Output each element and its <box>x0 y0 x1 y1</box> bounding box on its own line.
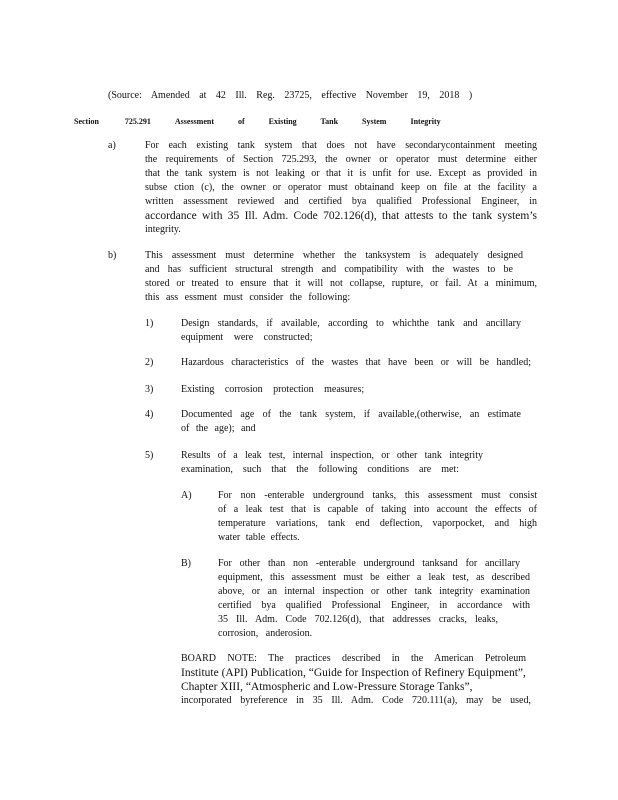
sub-a-label: A) <box>181 490 192 501</box>
para-a-line-4: subse ction (c), the owner or operator must obtainand keep on file at the facility a <box>145 182 537 193</box>
sub-a-line-2: of a leak test that is capable of taking into account the effects of <box>218 504 537 515</box>
sub-b-line-6: corrosion, anderosion. <box>218 628 313 639</box>
para-b-line-2: and has sufficient structural strength and compatibility with the wastes to be <box>145 264 513 275</box>
board-note-line-4: incorporated byreference in 35 Ill. Adm. Code 720.111(a), may be used, <box>181 695 531 706</box>
board-note-line-2: Institute (API) Publication, “Guide for Inspection of Refinery Equipment”, <box>181 667 526 679</box>
sub-a-line-1: For non -enterable underground tanks, this assessment must consist <box>218 490 537 501</box>
para-a-line-3: that the tank system is not leaking or that it is unfit for use. Except as provided in <box>145 168 537 179</box>
item-1-line-1: Design standards, if available, according to whichthe tank and ancillary <box>181 318 521 329</box>
board-note-line-1: BOARD NOTE: The practices described in the American Petroleum <box>181 653 526 664</box>
item-4-label: 4) <box>145 409 154 420</box>
sub-b-line-5: 35 Ill. Adm. Code 702.126(d), that addresses cracks, leaks, <box>218 614 498 625</box>
para-a-line-2: the requirements of Section 725.293, the owner or operator must determine either <box>145 154 537 165</box>
item-1-line-2: equipment were constructed; <box>181 332 313 343</box>
sub-b-line-1: For other than non -enterable underground tanksand for ancillary <box>218 558 520 569</box>
sub-b-line-4: certified bya qualified Professional Engineer, in accordance with <box>218 600 530 611</box>
section-heading <box>74 116 441 128</box>
para-a-line-7: integrity. <box>145 224 181 235</box>
para-a-line-5: written assessment reviewed and certified bya qualified Professional Engineer, in <box>145 196 537 207</box>
para-b-line-4: this ass essment must consider the following: <box>145 292 351 303</box>
item-5-line-1: Results of a leak test, internal inspection, or other tank integrity <box>181 450 483 461</box>
para-b-line-3: stored or treated to ensure that it will not collapse, rupture, or fail. At a minimum, <box>145 278 537 289</box>
sub-b-label: B) <box>181 558 191 569</box>
item-5-label: 5) <box>145 450 154 461</box>
board-note-line-3: Chapter XIII, “Atmospheric and Low-Pressure Storage Tanks”, <box>181 681 473 693</box>
sub-a-line-3: temperature variations, tank end deflection, vaporpocket, and high <box>218 518 537 529</box>
para-b-line-1: This assessment must determine whether the tanksystem is adequately designed <box>145 250 523 261</box>
sub-a-line-4: water table effects. <box>218 532 300 543</box>
section-number: 725.291 <box>124 117 151 126</box>
sub-b-line-2: equipment, this assessment must be either a leak test, as described <box>218 572 530 583</box>
item-2-line-1: Hazardous characteristics of the wastes that have been or will be handled; <box>181 357 531 368</box>
para-a-line-1: For each existing tank system that does not have secondarycontainment meeting <box>145 140 537 151</box>
para-a-line-6: accordance with 35 Ill. Adm. Code 702.126(d), that attests to the tank system’s <box>145 210 537 222</box>
paragraph-a-label: a) <box>108 140 116 151</box>
item-4-line-1: Documented age of the tank system, if available,(otherwise, an estimate <box>181 409 521 420</box>
item-1-label: 1) <box>145 318 154 329</box>
sub-b-line-3: above, or an internal inspection or other tank integrity examination <box>218 586 530 597</box>
item-3-label: 3) <box>145 384 154 395</box>
item-4-line-2: of the age); and <box>181 423 256 434</box>
paragraph-b-label: b) <box>108 250 117 261</box>
item-3-line-1: Existing corrosion protection measures; <box>181 384 365 395</box>
section-word: Section <box>74 117 99 126</box>
item-2-label: 2) <box>145 357 154 368</box>
source-note: (Source: Amended at 42 Ill. Reg. 23725, effective November 19, 2018 ) <box>108 90 473 101</box>
section-title: Assessment of Existing Tank System Integrity <box>174 117 441 126</box>
item-5-line-2: examination, such that the following conditions are met: <box>181 464 459 475</box>
